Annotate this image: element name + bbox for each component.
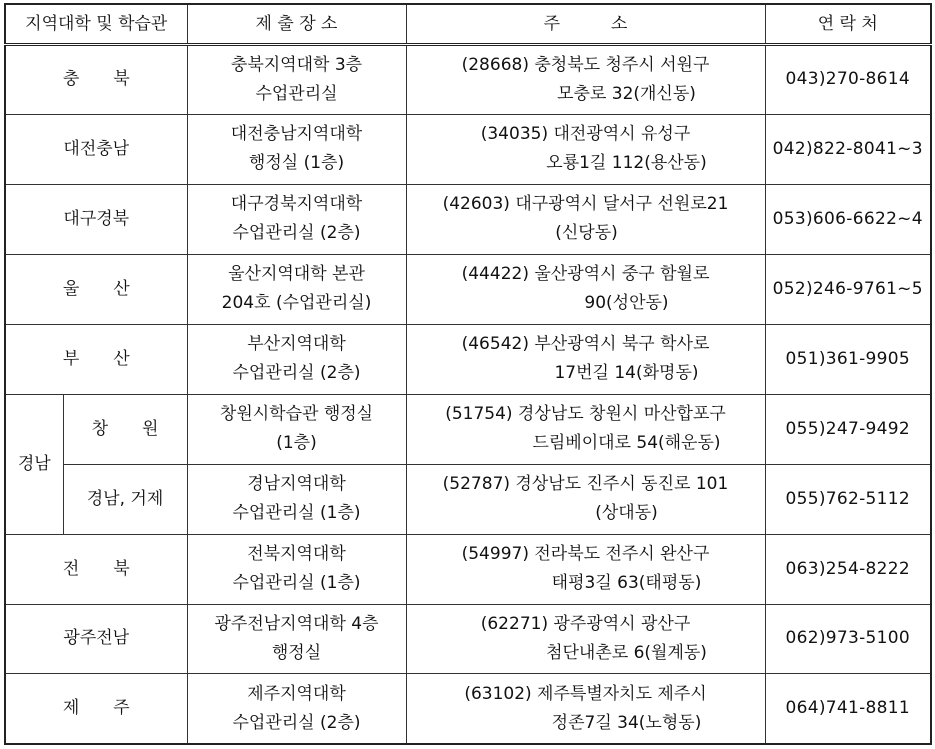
phone-cell: 043)270-8614 [765,45,931,115]
address-line: (44422) 울산광역시 중구 함월로 [461,264,710,285]
office-line: 204호 (수업관리실) [221,293,372,314]
table-row [5,254,931,324]
office-address-table [4,3,932,745]
table-row [5,184,931,254]
office-line: 광주전남지역대학 4층 [214,613,379,634]
phone-cell: 064)741-8811 [765,674,931,744]
office-cell [187,114,406,184]
office-cell [187,464,406,534]
address-line: 오룡1길 112(용산동) [546,153,707,174]
region-cell: 창 원 [63,394,187,464]
office-line: 울산지역대학 본관 [228,264,365,285]
region-cell: 대전충남 [5,114,187,184]
address-line: 드림베이대로 54(해운동) [532,433,721,454]
region-cell: 대구경북 [5,184,187,254]
phone-cell: 063)254-8222 [765,534,931,604]
office-line: 대구경북지역대학 [230,194,363,215]
group-cell-gyeongnam: 경남 [5,394,63,534]
table-row [5,394,931,464]
address-line: 첨단내촌로 6(월계동) [546,642,707,663]
address-cell [406,254,765,324]
office-line: 수업관리실 (2층) [232,363,361,384]
address-line: (52787) 경상남도 진주시 동진로 101 [442,474,729,495]
office-line: 수업관리실 [255,83,338,104]
address-line: (54997) 전라북도 전주시 완산구 [461,544,710,565]
address-cell [406,324,765,394]
table-row [5,114,931,184]
address-cell [406,394,765,464]
region-cell: 광주전남 [5,604,187,674]
phone-cell: 055)247-9492 [765,394,931,464]
table-row [5,534,931,604]
office-line: 경남지역대학 [247,474,346,495]
office-cell [187,184,406,254]
address-cell [406,114,765,184]
phone-cell: 055)762-5112 [765,464,931,534]
office-cell [187,534,406,604]
header-region: 지역대학 및 학습관 [5,4,187,45]
phone-cell: 062)973-5100 [765,604,931,674]
office-line: 수업관리실 (2층) [232,712,361,733]
address-cell [406,674,765,744]
address-cell [406,604,765,674]
address-line: (46542) 부산광역시 북구 학사로 [461,334,710,355]
phone-cell: 051)361-9905 [765,324,931,394]
address-line: 17번길 14(화명동) [554,363,699,384]
table-row [5,324,931,394]
address-line: (62271) 광주광역시 광산구 [480,613,691,634]
table-row [5,45,931,115]
phone-cell: 053)606-6622~4 [765,184,931,254]
header-office: 제 출 장 소 [187,4,406,45]
address-line: (63102) 제주특별자치도 제주시 [464,683,707,704]
address-line: (신당동) [555,223,618,244]
office-cell [187,324,406,394]
address-line: 90(성안동) [584,293,669,314]
table-row [5,464,931,534]
office-line: 제주지역대학 [247,683,346,704]
office-cell [187,394,406,464]
address-line: (28668) 충청북도 청주시 서원구 [461,54,710,75]
table-row [5,674,931,744]
address-line: (51754) 경상남도 창원시 마산합포구 [445,404,726,425]
address-cell [406,45,765,115]
office-line: 부산지역대학 [247,334,346,355]
office-line: 창원시학습관 행정실 [219,404,374,425]
office-cell [187,604,406,674]
office-cell [187,45,406,115]
address-line: 태평3길 63(태평동) [551,573,702,594]
header-address: 주 소 [406,4,765,45]
office-line: 전북지역대학 [247,544,346,565]
address-cell [406,534,765,604]
office-line: 충북지역대학 3층 [230,54,363,75]
region-cell: 충 북 [5,45,187,115]
region-cell: 경남, 거제 [63,464,187,534]
address-line: (상대동) [595,503,658,524]
office-cell [187,254,406,324]
office-line: 수업관리실 (1층) [232,573,361,594]
office-cell [187,674,406,744]
phone-cell: 042)822-8041~3 [765,114,931,184]
address-line: 모충로 32(개신동) [557,83,696,104]
table-row [5,604,931,674]
address-cell [406,464,765,534]
office-line: (1층) [276,433,317,454]
office-line: 행정실 (1층) [248,153,345,174]
header-contact: 연 락 처 [765,4,931,45]
address-line: (34035) 대전광역시 유성구 [480,124,691,145]
office-line: 수업관리실 (2층) [232,223,361,244]
region-cell: 제 주 [5,674,187,744]
region-cell: 울 산 [5,254,187,324]
region-cell: 전 북 [5,534,187,604]
address-line: (42603) 대구광역시 달서구 선원로21 [442,194,729,215]
header-row [5,4,931,45]
office-line: 수업관리실 (1층) [232,503,361,524]
office-line: 행정실 [271,642,322,663]
region-cell: 부 산 [5,324,187,394]
phone-cell: 052)246-9761~5 [765,254,931,324]
office-line: 대전충남지역대학 [230,124,363,145]
address-cell [406,184,765,254]
address-line: 정존7길 34(노형동) [551,712,702,733]
